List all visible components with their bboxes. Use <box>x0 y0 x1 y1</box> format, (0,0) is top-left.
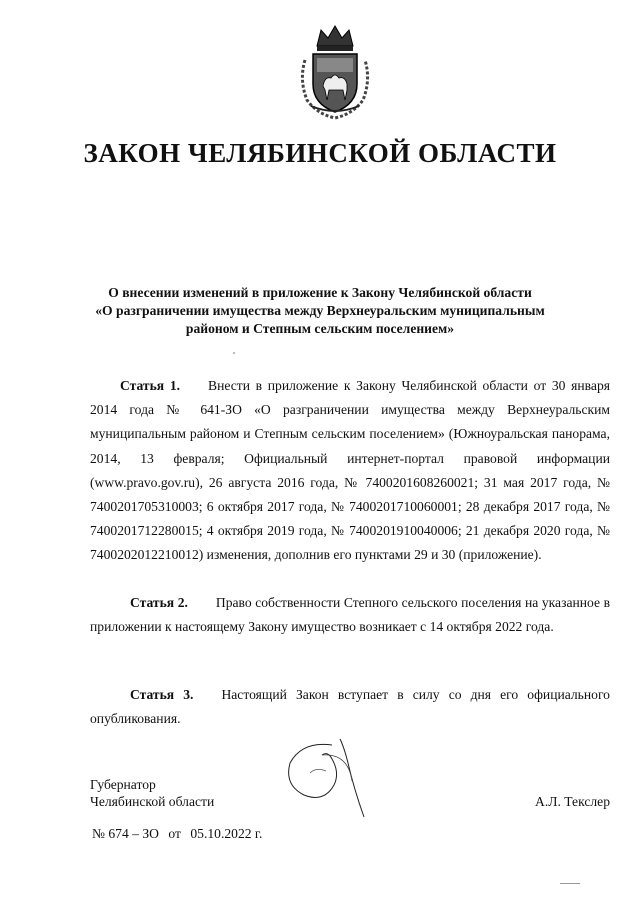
handwritten-signature-icon <box>282 733 372 823</box>
scan-mark <box>560 883 580 884</box>
article-1 <box>90 374 610 568</box>
governor-title-line: Челябинской области <box>90 794 215 809</box>
subject-line: районом и Степным сельским поселением» <box>185 321 455 336</box>
governor-name: А.Л. Текслер <box>535 794 610 809</box>
governor-title <box>90 776 214 810</box>
law-title: ЗАКОН ЧЕЛЯБИНСКОЙ ОБЛАСТИ <box>83 138 557 168</box>
coat-of-arms-icon <box>295 20 375 120</box>
registration-number <box>92 826 268 842</box>
law-number: № 674 – ЗО <box>92 826 159 841</box>
article-2 <box>90 591 610 639</box>
law-date: 05.10.2022 г. <box>190 826 263 841</box>
article-heading: Статья 2. <box>130 595 188 610</box>
article-3 <box>90 683 610 731</box>
article-heading: Статья 1. <box>120 378 181 393</box>
governor-title-line: Губернатор <box>90 777 156 792</box>
scan-speck <box>233 352 235 354</box>
article-text: Внести в приложение к Закону Челябинской области от 30 января 2014 года № 641-ЗО «О разграничении имущества между Верхнеуральским муниципальным районом и Степным сельским поселением» (Южноуральская панорама, 2014, 13 февраля; Официальный интернет-портал правовой информации (www.pravo.gov.ru), 26 августа 2016 года, № 7400201608260021; 31 мая 2017 года, № 7400201705310003; 6 октября 2017 года, № 7400201710060001; 28 декабря 2017 года, № 7400201712280015; 4 октября 2019 года, № 7400201910040006; 21 декабря 2020 года, № 7400202012210012) изменения, дополнив его пунктами 29 и 30 (приложение). <box>90 378 610 563</box>
article-heading: Статья 3. <box>130 687 194 702</box>
from-label: от <box>168 826 181 841</box>
subject-line: «О разграничении имущества между Верхнеуральским муниципальным <box>95 303 545 318</box>
subject-line: О внесении изменений в приложение к Закону Челябинской области <box>108 285 532 300</box>
article-text: Право собственности Степного сельского поселения на указанное в приложении к настоящему Закону имущество возникает с 14 октября 2022 года. <box>90 595 610 635</box>
article-text: Настоящий Закон вступает в силу со дня его официального опубликования. <box>90 687 610 727</box>
law-subject <box>90 284 550 338</box>
